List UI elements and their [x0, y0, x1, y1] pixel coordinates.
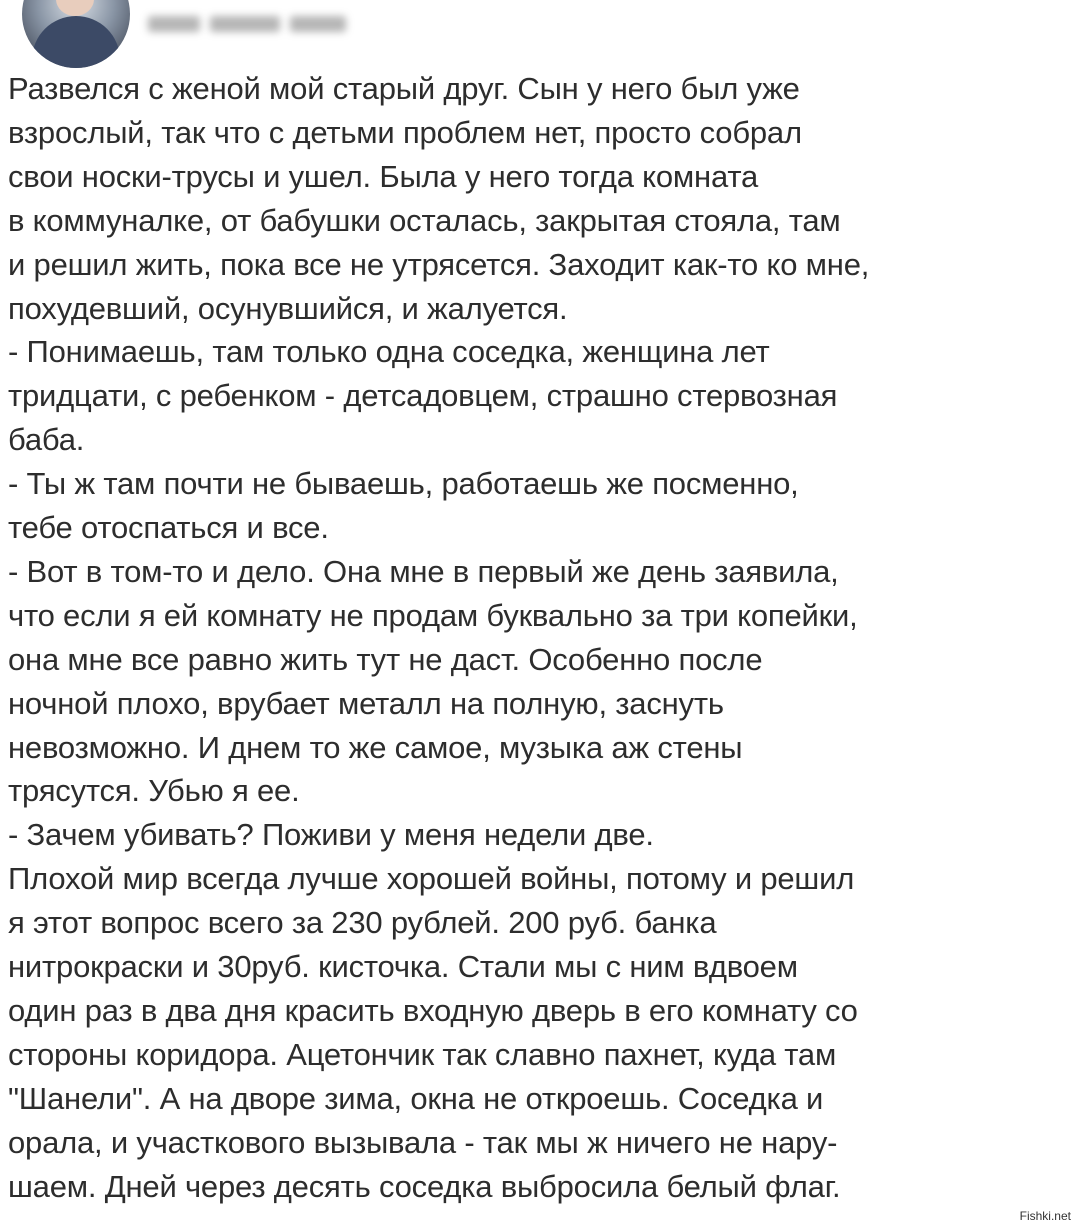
post-text-line: - Понимаешь, там только одна соседка, женщина лет — [8, 334, 770, 370]
post-text-line: что если я ей комнату не продам буквально за три копейки, — [8, 597, 858, 633]
post-text-line: один раз в два дня красить входную дверь в его комнату со — [8, 992, 858, 1028]
post-text-line: в коммуналке, от бабушки осталась, закрытая стояла, там — [8, 202, 841, 238]
post-text-line: - Вот в том-то и дело. Она мне в первый же день заявила, — [8, 553, 839, 589]
avatar-shoulders — [32, 16, 120, 68]
post-text-line: нитрокраски и 30руб. кисточка. Стали мы с ним вдвоем — [8, 949, 798, 984]
post-text-line: Плохой мир всегда лучше хорошей войны, потому и решил — [8, 861, 855, 897]
post-text-line: - Ты ж там почти не бываешь, работаешь же посменно, — [8, 466, 799, 502]
post-text-line: "Шанели". А на дворе зима, окна не откроешь. Соседка и — [8, 1080, 824, 1116]
post-text-line: орала, и участкового вызывала - так мы ж ничего не нару- — [8, 1124, 838, 1160]
post-text-line: трясутся. Убью я ее. — [8, 773, 300, 809]
post-text-line: взрослый, так что с детьми проблем нет, просто собрал — [8, 114, 802, 150]
post-text-line: я этот вопрос всего за 230 рублей. 200 руб. банка — [8, 905, 717, 941]
post-text-line: стороны коридора. Ацетончик так славно пахнет, куда там — [8, 1036, 837, 1072]
post-text-line: и решил жить, пока все не утрясется. Заходит как-то ко мне, — [8, 246, 870, 282]
post-text-line: похудевший, осунувшийся, и жалуется. — [8, 290, 568, 326]
post-text-line: баба. — [8, 422, 85, 458]
blurred-username — [148, 10, 348, 38]
post-text-line: Развелся с женой мой старый друг. Сын у него был уже — [8, 71, 800, 106]
post-text-line: тебе отоспаться и все. — [8, 510, 329, 545]
post-text-line: невозможно. И днем то же самое, музыка аж стены — [8, 729, 743, 765]
post-text-line: свои носки-трусы и ушел. Была у него тогда комната — [8, 158, 759, 194]
post-text-line: тридцати, с ребенком - детсадовцем, страшно стервозная — [8, 378, 838, 414]
watermark: Fishki.net — [1017, 1209, 1074, 1223]
avatar[interactable] — [22, 0, 130, 68]
avatar-face — [56, 0, 94, 16]
post-text-line: ночной плохо, врубает металл на полную, заснуть — [8, 685, 724, 721]
post-text-line: шаем. Дней через десять соседка выбросила белый флаг. — [8, 1168, 841, 1204]
post-text-line: она мне все равно жить тут не даст. Особенно после — [8, 641, 763, 677]
post-text-line: - Зачем убивать? Поживи у меня недели две. — [8, 817, 654, 853]
post-header — [0, 0, 1080, 70]
post-text — [0, 70, 1080, 1225]
